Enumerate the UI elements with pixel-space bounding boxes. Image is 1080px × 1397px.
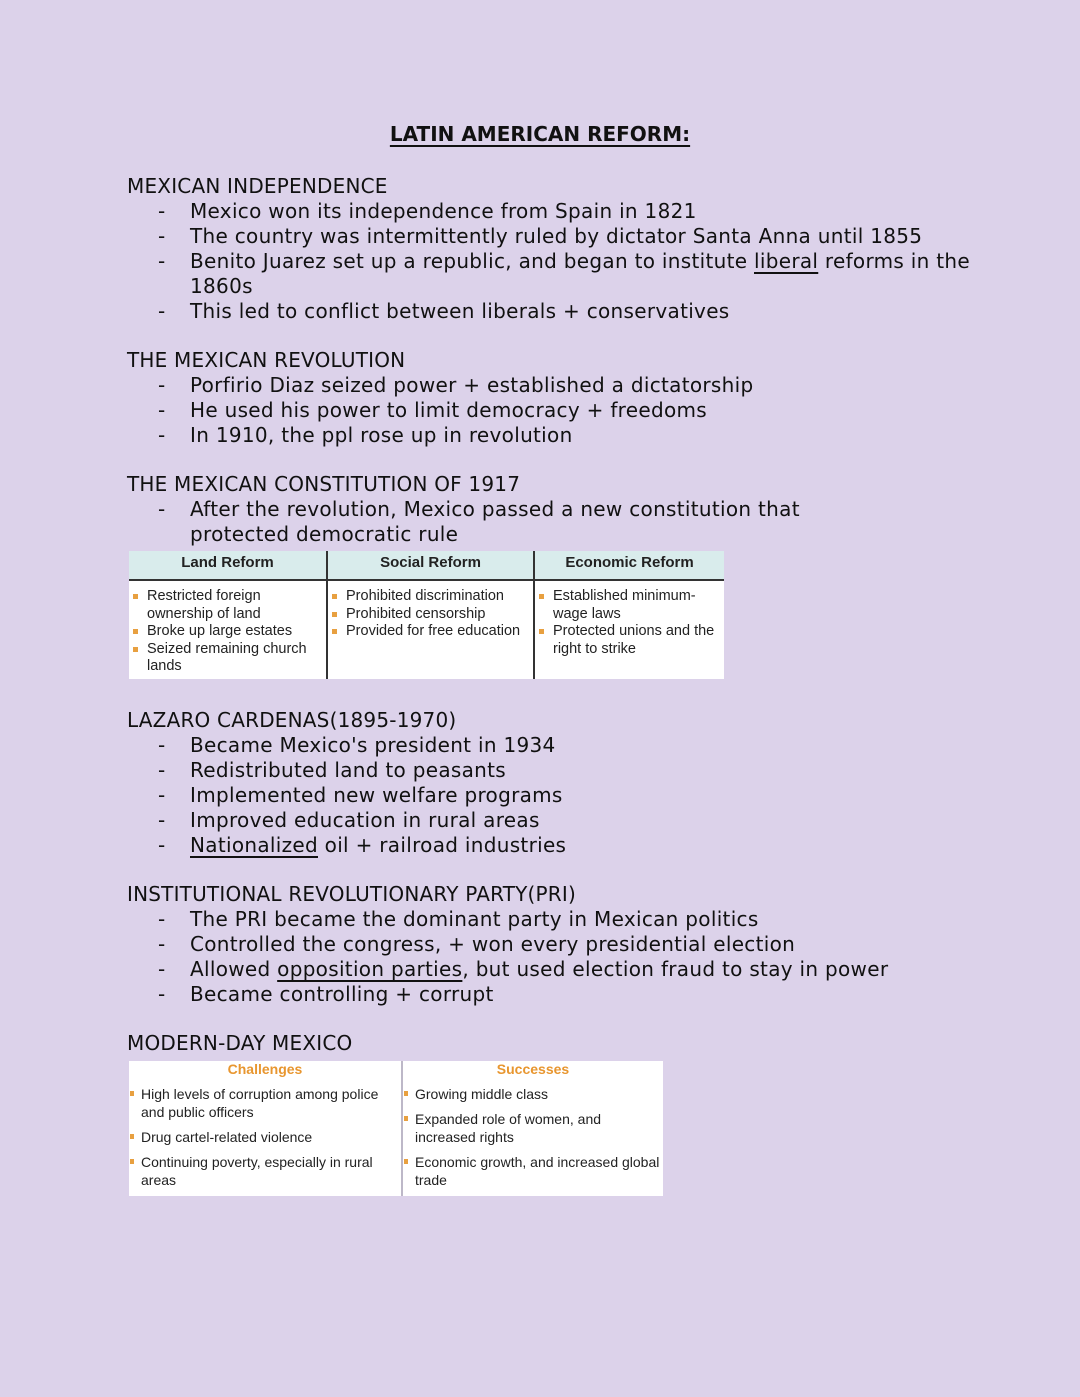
list-item: - Became controlling + corrupt [127, 982, 1027, 1007]
column-header: Challenges [227, 1061, 303, 1077]
reform-table [129, 551, 724, 679]
list-item: - The PRI became the dominant party in Mexican politics [127, 907, 1027, 932]
list-item [127, 249, 990, 299]
list-item: - Controlled the congress, + won every presidential election [127, 932, 1027, 957]
list-item: Provided for free education [328, 623, 533, 641]
section-pri [127, 882, 1027, 1007]
underlined-term: opposition parties [277, 957, 463, 981]
list-item: - Improved education in rural areas [127, 808, 1027, 833]
list-item: - This led to conflict between liberals + conservatives [127, 299, 1027, 324]
column-header: Successes [496, 1061, 570, 1077]
bullet-list [328, 581, 533, 641]
reform-column-land [129, 551, 326, 679]
list-item: Broke up large estates [129, 623, 326, 641]
bullet-list [127, 199, 1027, 324]
list-item: Prohibited censorship [328, 606, 533, 624]
bullet-list [129, 581, 326, 676]
successes-column [401, 1061, 663, 1196]
list-item: Economic growth, and increased global trade [403, 1153, 663, 1189]
section-mexican-revolution [127, 348, 1027, 448]
list-item: High levels of corruption among police and public officers [129, 1085, 401, 1121]
column-header: Social Reform [328, 551, 533, 581]
list-item: Expanded role of women, and increased rights [403, 1110, 663, 1146]
list-item: Prohibited discrimination [328, 588, 533, 606]
list-item: - After the revolution, Mexico passed a new constitution that protected democratic rule [127, 497, 890, 547]
underlined-term: liberal [754, 249, 819, 273]
list-item: Seized remaining church lands [129, 641, 326, 676]
text-fragment: , but used election fraud to stay in power [462, 957, 889, 981]
bullet-list [127, 907, 1027, 1007]
section-heading: LAZARO CARDENAS(1895-1970) [127, 708, 457, 732]
text-fragment: Allowed [190, 957, 278, 981]
reform-column-economic [533, 551, 724, 679]
modern-mexico-table [129, 1061, 663, 1189]
challenges-column [129, 1061, 401, 1196]
list-item: Established minimum-wage laws [535, 588, 724, 623]
column-header: Land Reform [129, 551, 326, 581]
bullet-list [403, 1083, 663, 1189]
list-item: - The country was intermittently ruled by dictator Santa Anna until 1855 [127, 224, 1027, 249]
section-lazaro-cardenas [127, 708, 1027, 858]
section-heading: THE MEXICAN REVOLUTION [127, 348, 406, 372]
list-item: Continuing poverty, especially in rural areas [129, 1153, 401, 1189]
list-item: - Implemented new welfare programs [127, 783, 1027, 808]
reform-column-social [326, 551, 533, 679]
list-item [127, 957, 1027, 982]
bullet-list [535, 581, 724, 658]
list-item: - Redistributed land to peasants [127, 758, 1027, 783]
list-item: - Mexico won its independence from Spain in 1821 [127, 199, 1027, 224]
section-mexican-independence [127, 174, 1027, 324]
list-item [127, 833, 1027, 858]
underlined-term: Nationalized [190, 833, 318, 857]
list-item: Drug cartel-related violence [129, 1128, 401, 1146]
section-heading: THE MEXICAN CONSTITUTION OF 1917 [127, 472, 521, 496]
section-heading: MEXICAN INDEPENDENCE [127, 174, 388, 198]
bullet-list [127, 733, 1027, 858]
list-item: Protected unions and the right to strike [535, 623, 724, 658]
section-modern-day-mexico [127, 1031, 1027, 1056]
text-fragment: oil + railroad industries [318, 833, 567, 857]
list-item: - In 1910, the ppl rose up in revolution [127, 423, 1027, 448]
section-heading: INSTITUTIONAL REVOLUTIONARY PARTY(PRI) [127, 882, 577, 906]
bullet-list [127, 497, 1027, 547]
list-item: - He used his power to limit democracy + freedoms [127, 398, 1027, 423]
page-title: LATIN AMERICAN REFORM: [389, 122, 691, 146]
text-fragment: reforms in the 1860s [190, 249, 971, 298]
text-fragment: Benito Juarez set up a republic, and began to institute [190, 249, 754, 273]
list-item: - Became Mexico's president in 1934 [127, 733, 1027, 758]
bullet-list [127, 373, 1027, 448]
column-header: Economic Reform [535, 551, 724, 581]
list-item: - Porfirio Diaz seized power + established a dictatorship [127, 373, 1027, 398]
section-mexican-constitution [127, 472, 1027, 547]
section-heading: MODERN-DAY MEXICO [127, 1031, 353, 1055]
list-item: Restricted foreign ownership of land [129, 588, 326, 623]
bullet-list [129, 1083, 401, 1189]
list-item: Growing middle class [403, 1085, 663, 1103]
